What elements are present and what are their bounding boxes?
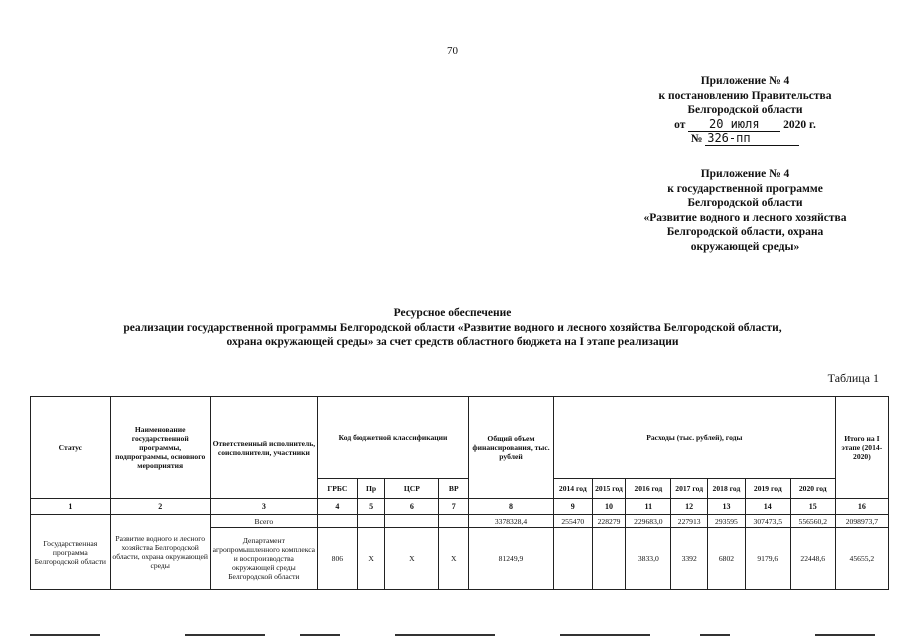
annex-resolution-line3: Белгородской области — [687, 104, 803, 116]
row-year-value: 6802 — [708, 528, 746, 590]
header-grbs: ГРБС — [317, 479, 357, 499]
row-year-value: 3392 — [671, 528, 708, 590]
column-number: 15 — [790, 499, 835, 515]
date-prefix: от — [674, 118, 686, 131]
annex-program-line3: Белгородской области — [687, 197, 803, 209]
header-pr: Пр — [357, 479, 385, 499]
column-number: 16 — [835, 499, 888, 515]
row-name: Развитие водного и лесного хозяйства Белгородской области, охрана окружающей среды — [110, 515, 210, 590]
row-year-value — [553, 528, 592, 590]
row-year-value: 293595 — [708, 515, 746, 528]
header-budget-code: Код бюджетной классификации — [317, 397, 468, 479]
annex-program-block — [610, 167, 880, 254]
row-pr — [357, 515, 385, 528]
row-year-value: 22448,6 — [790, 528, 835, 590]
scan-edge-mark — [395, 634, 495, 636]
annex-program-line5: Белгородской области, охрана — [666, 226, 824, 238]
scan-edge-mark — [300, 634, 340, 636]
row-stage-total: 2098973,7 — [835, 515, 888, 528]
page-number: 70 — [447, 45, 458, 57]
row-csr: Х — [385, 528, 439, 590]
header-vr: ВР — [439, 479, 469, 499]
header-row-1 — [31, 397, 889, 479]
header-total-stage: Итого на I этапе (2014-2020) — [835, 397, 888, 499]
title-line2: реализации государственной программы Белгородской области «Развитие водного и лесного хозяйства Белгородской области, — [123, 321, 782, 334]
row-grbs: 806 — [317, 528, 357, 590]
row-year-value: 255470 — [553, 515, 592, 528]
annex-program-line6: окружающей среды» — [690, 240, 800, 253]
annex-resolution-block — [610, 74, 880, 147]
row-year-value: 307473,5 — [745, 515, 790, 528]
row-executor: Департамент агропромышленного комплекса и воспроизводства окружающей среды Белгородской области — [210, 528, 317, 590]
column-number: 9 — [553, 499, 592, 515]
header-year-2014: 2014 год — [553, 479, 592, 499]
row-grbs — [317, 515, 357, 528]
row-year-value: 227913 — [671, 515, 708, 528]
header-name: Наименование государственной программы, подпрограммы, основного мероприятия — [110, 397, 210, 499]
row-stage-total: 45655,2 — [835, 528, 888, 590]
title-line1: Ресурсное обеспечение — [393, 307, 512, 319]
table-row — [31, 515, 889, 528]
date-value: 20 июля — [688, 118, 780, 132]
header-expenses: Расходы (тыс. рублей), годы — [553, 397, 835, 479]
column-number: 14 — [745, 499, 790, 515]
annex-resolution-title: Приложение № 4 — [700, 75, 790, 87]
annex-program-line4: «Развитие водного и лесного хозяйства — [643, 211, 847, 224]
row-csr — [385, 515, 439, 528]
header-year-2015: 2015 год — [592, 479, 626, 499]
column-number: 10 — [592, 499, 626, 515]
annex-resolution-number — [610, 132, 880, 147]
header-executor: Ответственный исполнитель, соисполнители, участники — [210, 397, 317, 499]
row-year-value: 9179,6 — [745, 528, 790, 590]
column-number: 3 — [210, 499, 317, 515]
row-vr: Х — [439, 528, 469, 590]
annex-resolution-line2: к постановлению Правительства — [658, 89, 832, 102]
column-number: 6 — [385, 499, 439, 515]
column-number: 7 — [439, 499, 469, 515]
scan-edge-mark — [700, 634, 730, 636]
header-total-volume: Общий объем финансирования, тыс. рублей — [469, 397, 554, 499]
column-number: 4 — [317, 499, 357, 515]
row-total: 3378328,4 — [469, 515, 554, 528]
row-year-value: 229683,0 — [626, 515, 671, 528]
scan-edge-mark — [30, 634, 100, 636]
column-number: 8 — [469, 499, 554, 515]
header-year-2016: 2016 год — [626, 479, 671, 499]
header-year-2020: 2020 год — [790, 479, 835, 499]
document-title — [0, 306, 905, 350]
resource-table — [30, 396, 889, 590]
number-value: 326-пп — [705, 132, 799, 146]
annex-resolution-date — [610, 118, 880, 133]
scan-edge-mark — [560, 634, 650, 636]
row-year-value: 3833,0 — [626, 528, 671, 590]
row-year-value — [592, 528, 626, 590]
column-number: 13 — [708, 499, 746, 515]
table-label: Таблица 1 — [827, 371, 879, 385]
scan-edge-mark — [815, 634, 875, 636]
title-line3: охрана окружающей среды» за счет средств областного бюджета на I этапе реализации — [226, 336, 679, 348]
annex-program-line2: к государственной программе — [667, 182, 823, 195]
row-year-value: 228279 — [592, 515, 626, 528]
column-number: 2 — [110, 499, 210, 515]
date-suffix: 2020 г. — [783, 118, 816, 131]
column-number-row — [31, 499, 889, 515]
row-total: 81249,9 — [469, 528, 554, 590]
header-year-2019: 2019 год — [745, 479, 790, 499]
row-executor: Всего — [210, 515, 317, 528]
header-year-2017: 2017 год — [671, 479, 708, 499]
column-number: 12 — [671, 499, 708, 515]
row-year-value: 556560,2 — [790, 515, 835, 528]
row-vr — [439, 515, 469, 528]
column-number: 1 — [31, 499, 111, 515]
scan-edge-mark — [185, 634, 265, 636]
number-prefix: № — [690, 133, 703, 145]
row-pr: Х — [357, 528, 385, 590]
column-number: 5 — [357, 499, 385, 515]
header-year-2018: 2018 год — [708, 479, 746, 499]
column-number: 11 — [626, 499, 671, 515]
row-status: Государственная программа Белгородской области — [31, 515, 111, 590]
header-csr: ЦСР — [385, 479, 439, 499]
header-status: Статус — [31, 397, 111, 499]
annex-program-title: Приложение № 4 — [700, 168, 790, 180]
